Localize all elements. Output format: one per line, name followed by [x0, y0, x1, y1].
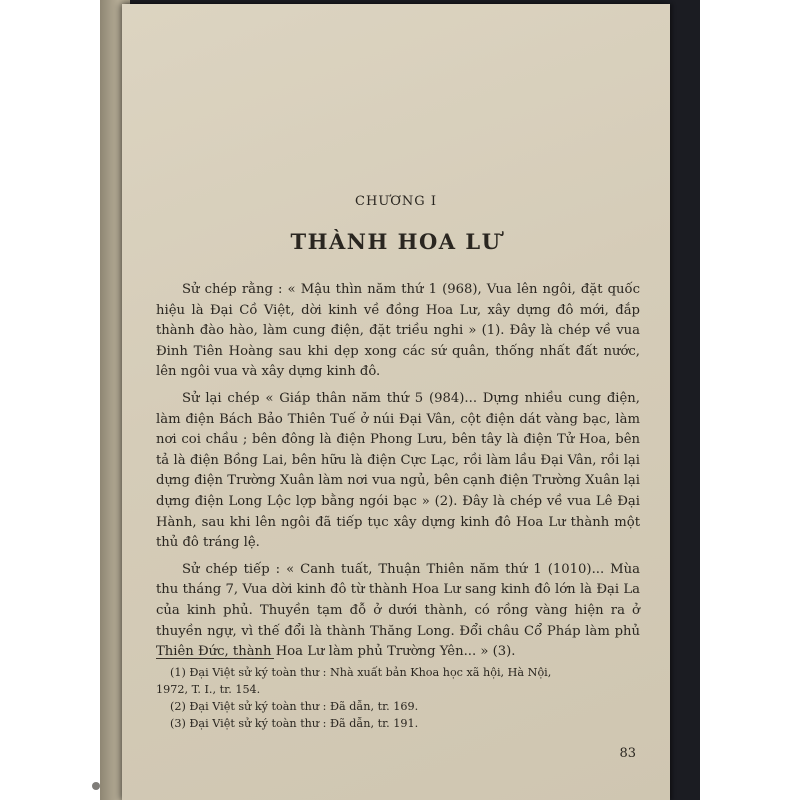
page-stain — [92, 782, 100, 790]
footnote: (2) Đại Việt sử ký toàn thư : Đã dẫn, tr. 169. — [170, 700, 419, 713]
footnote-continuation: 1972, T. I., tr. 154. — [156, 683, 261, 696]
footnote: (1) Đại Việt sử ký toàn thư : Nhà xuất bản Khoa học xã hội, Hà Nội, — [170, 666, 552, 679]
footnotes — [156, 664, 640, 732]
book-page — [122, 4, 670, 800]
page-number: 83 — [619, 746, 636, 761]
paragraph: Sử chép tiếp : « Canh tuất, Thuận Thiên năm thứ 1 (1010)... Mùa thu tháng 7, Vua dời kinh đô từ thành Hoa Lư sang kinh đô lớn là Đại La của kinh phủ. Thuyền tạm đỗ ở dưới thành, có rồng vàng hiện ra ở thuyền ngự, vì thế đổi là thành Thăng Long. Đổi châu Cổ Pháp làm phủ Thiên Đức, thành Hoa Lư làm phủ Trường Yên... » (3). — [156, 561, 640, 660]
footnote-divider — [156, 658, 274, 659]
body-text — [156, 280, 640, 669]
footnote: (3) Đại Việt sử ký toàn thư : Đã dẫn, tr. 191. — [170, 717, 419, 730]
paragraph: Sử chép rằng : « Mậu thìn năm thứ 1 (968), Vua lên ngôi, đặt quốc hiệu là Đại Cồ Việt, dời kinh về đồng Hoa Lư, xây dựng đô mới, đắp thành đào hào, làm cung điện, đặt triều nghi » (1). Đây là chép về vua Đinh Tiên Hoàng sau khi dẹp xong các sứ quân, thống nhất đất nước, lên ngôi vua và xây dựng kinh đô. — [156, 282, 640, 380]
chapter-heading: CHƯƠNG I — [355, 194, 437, 209]
chapter-title: THÀNH HOA LƯ — [290, 229, 502, 254]
paragraph: Sử lại chép « Giáp thân năm thứ 5 (984)... Dựng nhiều cung điện, làm điện Bách Bảo Thiên Tuế ở núi Đại Vân, cột điện dát vàng bạc, làm nơi coi chầu ; bên đông là điện Phong Lưu, bên tây là điện Tử Hoa, bên tả là điện Bồng Lai, bên hữu là điện Cực Lạc, rồi làm lầu Đại Vân, rồi lại dựng điện Trường Xuân làm nơi vua ngủ, bên cạnh điện Trường Xuân lại dựng điện Long Lộc lợp bằng ngói bạc » (2). Đây là chép về vua Lê Đại Hành, sau khi lên ngôi đã tiếp tục xây dựng kinh đô Hoa Lư thành một thủ đô tráng lệ. — [156, 390, 640, 551]
